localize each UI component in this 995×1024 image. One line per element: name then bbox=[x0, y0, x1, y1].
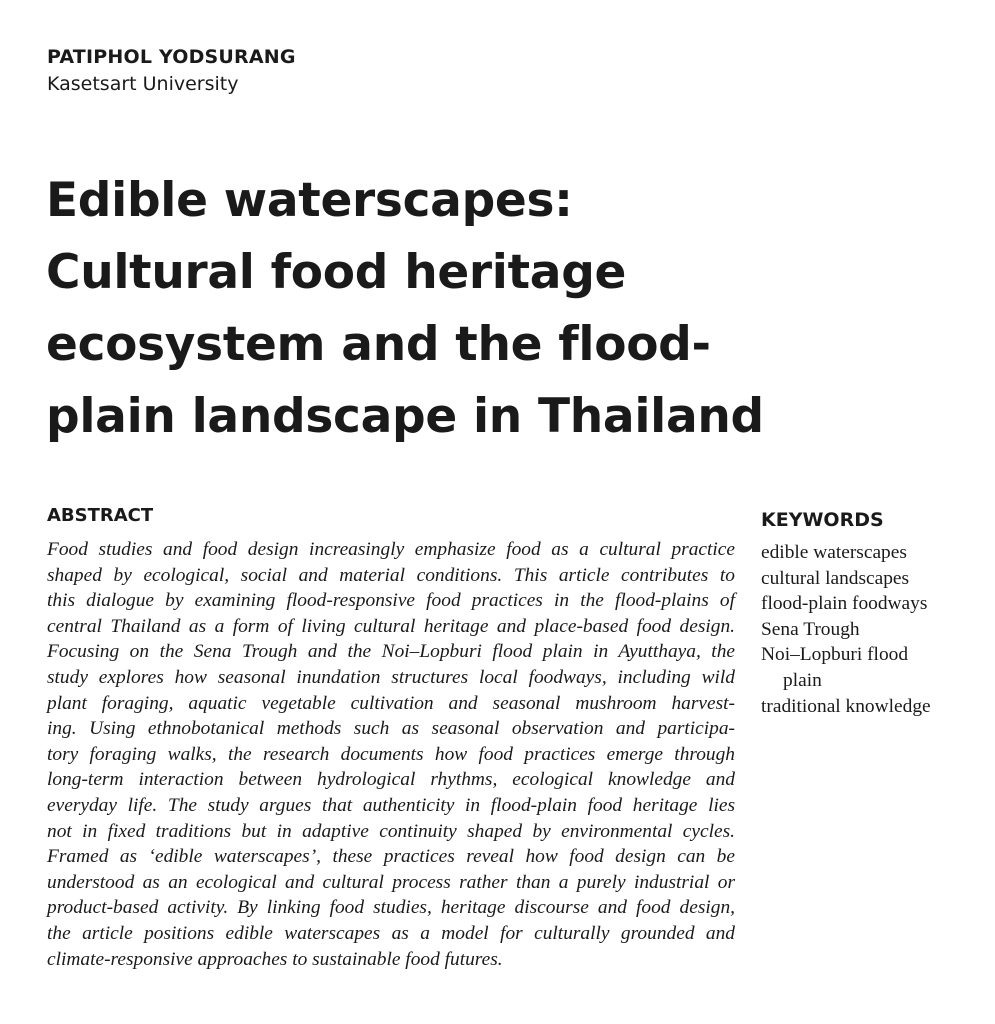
author-name: PATIPHOL YODSURANG bbox=[47, 46, 296, 68]
article-title bbox=[46, 165, 764, 453]
keywords-heading: KEYWORDS bbox=[761, 509, 884, 531]
keywords-list bbox=[761, 540, 931, 719]
abstract-line: everyday life. The study argues that authenticity in flood-plain food heritage lies bbox=[47, 794, 735, 816]
keyword-item: Noi–Lopburi flood bbox=[761, 644, 909, 666]
abstract-line: central Thailand as a form of living cultural heritage and place-based food design. bbox=[47, 615, 735, 637]
abstract-line: climate-responsive approaches to sustainable food futures. bbox=[47, 948, 503, 970]
abstract-line: ing. Using ethnobotanical methods such as seasonal observation and participa- bbox=[47, 718, 735, 740]
abstract-body bbox=[47, 537, 735, 972]
abstract-line: tory foraging walks, the research documents how food practices emerge through bbox=[47, 743, 735, 765]
abstract-line: this dialogue by examining flood-responsive food practices in the flood-plains of bbox=[47, 590, 735, 612]
author-affiliation: Kasetsart University bbox=[47, 73, 239, 95]
title-line: plain landscape in Thailand bbox=[46, 389, 764, 444]
keyword-item: plain bbox=[783, 669, 822, 691]
abstract-line: Framed as ‘edible waterscapes’, these practices reveal how food design can be bbox=[47, 846, 735, 868]
abstract-line: study explores how seasonal inundation structures local foodways, including wild bbox=[47, 666, 735, 688]
keyword-item: traditional knowledge bbox=[761, 695, 931, 717]
abstract-line: not in fixed traditions but in adaptive continuity shaped by environmental cycles. bbox=[47, 820, 735, 842]
keyword-item: Sena Trough bbox=[761, 618, 860, 640]
abstract-line: the article positions edible waterscapes as a model for culturally grounded and bbox=[47, 922, 735, 944]
abstract-line: long-term interaction between hydrological rhythms, ecological knowledge and bbox=[47, 769, 735, 791]
title-line: Cultural food heritage bbox=[46, 245, 627, 300]
title-line: Edible waterscapes: bbox=[46, 173, 573, 228]
abstract-line: Focusing on the Sena Trough and the Noi–Lopburi flood plain in Ayutthaya, the bbox=[47, 641, 735, 663]
abstract-line: understood as an ecological and cultural process rather than a purely industrial or bbox=[47, 871, 735, 893]
keyword-item: cultural landscapes bbox=[761, 567, 910, 589]
abstract-heading: ABSTRACT bbox=[47, 505, 154, 526]
abstract-line: plant foraging, aquatic vegetable cultivation and seasonal mushroom harvest- bbox=[47, 692, 735, 714]
abstract-line: Food studies and food design increasingly emphasize food as a cultural practice bbox=[47, 539, 735, 560]
keyword-item: edible waterscapes bbox=[761, 542, 907, 563]
abstract-line: shaped by ecological, social and material conditions. This article contributes to bbox=[47, 564, 735, 586]
keyword-item: flood-plain foodways bbox=[761, 593, 928, 615]
abstract-line: product-based activity. By linking food studies, heritage discourse and food design, bbox=[47, 897, 735, 919]
title-line: ecosystem and the flood- bbox=[46, 317, 711, 372]
